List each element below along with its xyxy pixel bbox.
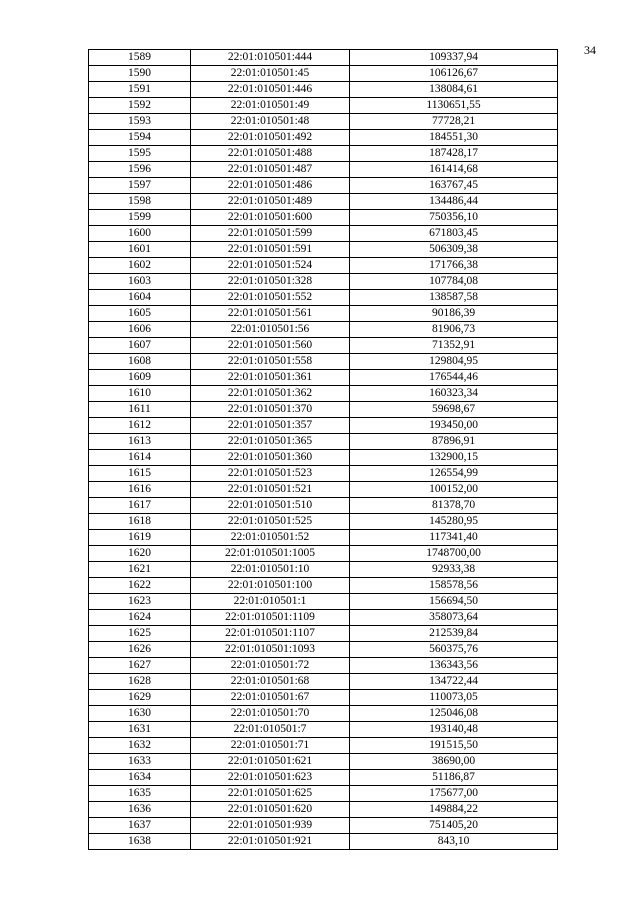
row-number-cell: 1605 bbox=[89, 306, 191, 322]
table-row bbox=[89, 402, 558, 418]
cadastral-number-cell: 22:01:010501:488 bbox=[191, 146, 350, 162]
value-cell: 126554,99 bbox=[350, 466, 558, 482]
cadastral-number-cell: 22:01:010501:561 bbox=[191, 306, 350, 322]
table-row bbox=[89, 514, 558, 530]
value-cell: 51186,87 bbox=[350, 770, 558, 786]
value-cell: 158578,56 bbox=[350, 578, 558, 594]
table-row bbox=[89, 162, 558, 178]
value-cell: 175677,00 bbox=[350, 786, 558, 802]
row-number-cell: 1611 bbox=[89, 402, 191, 418]
value-cell: 751405,20 bbox=[350, 818, 558, 834]
row-number-cell: 1620 bbox=[89, 546, 191, 562]
value-cell: 358073,64 bbox=[350, 610, 558, 626]
cadastral-number-cell: 22:01:010501:361 bbox=[191, 370, 350, 386]
value-cell: 90186,39 bbox=[350, 306, 558, 322]
value-cell: 81906,73 bbox=[350, 322, 558, 338]
table-row bbox=[89, 562, 558, 578]
value-cell: 161414,68 bbox=[350, 162, 558, 178]
cadastral-number-cell: 22:01:010501:599 bbox=[191, 226, 350, 242]
cadastral-number-cell: 22:01:010501:357 bbox=[191, 418, 350, 434]
cadastral-number-cell: 22:01:010501:10 bbox=[191, 562, 350, 578]
table-row bbox=[89, 322, 558, 338]
cadastral-number-cell: 22:01:010501:1005 bbox=[191, 546, 350, 562]
row-number-cell: 1637 bbox=[89, 818, 191, 834]
row-number-cell: 1623 bbox=[89, 594, 191, 610]
cadastral-number-cell: 22:01:010501:360 bbox=[191, 450, 350, 466]
row-number-cell: 1607 bbox=[89, 338, 191, 354]
cadastral-number-cell: 22:01:010501:48 bbox=[191, 114, 350, 130]
table-row bbox=[89, 674, 558, 690]
row-number-cell: 1614 bbox=[89, 450, 191, 466]
row-number-cell: 1601 bbox=[89, 242, 191, 258]
row-number-cell: 1631 bbox=[89, 722, 191, 738]
row-number-cell: 1599 bbox=[89, 210, 191, 226]
value-cell: 193140,48 bbox=[350, 722, 558, 738]
table-row bbox=[89, 418, 558, 434]
cadastral-number-cell: 22:01:010501:7 bbox=[191, 722, 350, 738]
table-row bbox=[89, 594, 558, 610]
table-row bbox=[89, 450, 558, 466]
row-number-cell: 1632 bbox=[89, 738, 191, 754]
table-row bbox=[89, 194, 558, 210]
value-cell: 77728,21 bbox=[350, 114, 558, 130]
row-number-cell: 1613 bbox=[89, 434, 191, 450]
table-row bbox=[89, 690, 558, 706]
table-row bbox=[89, 258, 558, 274]
cadastral-number-cell: 22:01:010501:558 bbox=[191, 354, 350, 370]
cadastral-number-cell: 22:01:010501:71 bbox=[191, 738, 350, 754]
row-number-cell: 1612 bbox=[89, 418, 191, 434]
cadastral-number-cell: 22:01:010501:524 bbox=[191, 258, 350, 274]
cadastral-number-cell: 22:01:010501:625 bbox=[191, 786, 350, 802]
value-cell: 129804,95 bbox=[350, 354, 558, 370]
table-row bbox=[89, 498, 558, 514]
table-row bbox=[89, 82, 558, 98]
row-number-cell: 1619 bbox=[89, 530, 191, 546]
value-cell: 125046,08 bbox=[350, 706, 558, 722]
cadastral-number-cell: 22:01:010501:444 bbox=[191, 50, 350, 66]
cadastral-number-cell: 22:01:010501:489 bbox=[191, 194, 350, 210]
value-cell: 138587,58 bbox=[350, 290, 558, 306]
cadastral-number-cell: 22:01:010501:52 bbox=[191, 530, 350, 546]
cadastral-number-cell: 22:01:010501:49 bbox=[191, 98, 350, 114]
row-number-cell: 1633 bbox=[89, 754, 191, 770]
table-row bbox=[89, 354, 558, 370]
table-row bbox=[89, 738, 558, 754]
cadastral-number-cell: 22:01:010501:921 bbox=[191, 834, 350, 850]
table-row bbox=[89, 386, 558, 402]
cadastral-number-cell: 22:01:010501:56 bbox=[191, 322, 350, 338]
cadastral-number-cell: 22:01:010501:362 bbox=[191, 386, 350, 402]
page-number: 34 bbox=[584, 43, 596, 57]
row-number-cell: 1602 bbox=[89, 258, 191, 274]
table-row bbox=[89, 50, 558, 66]
table-row bbox=[89, 210, 558, 226]
table-row bbox=[89, 226, 558, 242]
row-number-cell: 1627 bbox=[89, 658, 191, 674]
cadastral-number-cell: 22:01:010501:510 bbox=[191, 498, 350, 514]
row-number-cell: 1636 bbox=[89, 802, 191, 818]
value-cell: 176544,46 bbox=[350, 370, 558, 386]
table-row bbox=[89, 658, 558, 674]
table-row bbox=[89, 66, 558, 82]
row-number-cell: 1594 bbox=[89, 130, 191, 146]
table-row bbox=[89, 722, 558, 738]
value-cell: 191515,50 bbox=[350, 738, 558, 754]
cadastral-number-cell: 22:01:010501:45 bbox=[191, 66, 350, 82]
value-cell: 184551,30 bbox=[350, 130, 558, 146]
table-row bbox=[89, 754, 558, 770]
cadastral-number-cell: 22:01:010501:1107 bbox=[191, 626, 350, 642]
cadastral-number-cell: 22:01:010501:487 bbox=[191, 162, 350, 178]
cadastral-number-cell: 22:01:010501:365 bbox=[191, 434, 350, 450]
table-row bbox=[89, 98, 558, 114]
value-cell: 160323,34 bbox=[350, 386, 558, 402]
table-row bbox=[89, 546, 558, 562]
row-number-cell: 1616 bbox=[89, 482, 191, 498]
value-cell: 145280,95 bbox=[350, 514, 558, 530]
row-number-cell: 1625 bbox=[89, 626, 191, 642]
row-number-cell: 1618 bbox=[89, 514, 191, 530]
table-row bbox=[89, 642, 558, 658]
table-row bbox=[89, 706, 558, 722]
cadastral-number-cell: 22:01:010501:552 bbox=[191, 290, 350, 306]
value-cell: 671803,45 bbox=[350, 226, 558, 242]
registry-table bbox=[88, 49, 558, 850]
value-cell: 134486,44 bbox=[350, 194, 558, 210]
row-number-cell: 1622 bbox=[89, 578, 191, 594]
value-cell: 92933,38 bbox=[350, 562, 558, 578]
row-number-cell: 1610 bbox=[89, 386, 191, 402]
row-number-cell: 1589 bbox=[89, 50, 191, 66]
table-body bbox=[89, 50, 558, 850]
row-number-cell: 1626 bbox=[89, 642, 191, 658]
value-cell: 843,10 bbox=[350, 834, 558, 850]
row-number-cell: 1591 bbox=[89, 82, 191, 98]
value-cell: 81378,70 bbox=[350, 498, 558, 514]
cadastral-number-cell: 22:01:010501:492 bbox=[191, 130, 350, 146]
value-cell: 171766,38 bbox=[350, 258, 558, 274]
value-cell: 87896,91 bbox=[350, 434, 558, 450]
value-cell: 560375,76 bbox=[350, 642, 558, 658]
table-row bbox=[89, 610, 558, 626]
row-number-cell: 1593 bbox=[89, 114, 191, 130]
value-cell: 106126,67 bbox=[350, 66, 558, 82]
cadastral-number-cell: 22:01:010501:521 bbox=[191, 482, 350, 498]
row-number-cell: 1635 bbox=[89, 786, 191, 802]
row-number-cell: 1634 bbox=[89, 770, 191, 786]
cadastral-number-cell: 22:01:010501:486 bbox=[191, 178, 350, 194]
table-row bbox=[89, 530, 558, 546]
row-number-cell: 1606 bbox=[89, 322, 191, 338]
value-cell: 149884,22 bbox=[350, 802, 558, 818]
table-row bbox=[89, 274, 558, 290]
value-cell: 138084,61 bbox=[350, 82, 558, 98]
value-cell: 110073,05 bbox=[350, 690, 558, 706]
table-row bbox=[89, 306, 558, 322]
value-cell: 109337,94 bbox=[350, 50, 558, 66]
value-cell: 132900,15 bbox=[350, 450, 558, 466]
row-number-cell: 1638 bbox=[89, 834, 191, 850]
row-number-cell: 1629 bbox=[89, 690, 191, 706]
row-number-cell: 1598 bbox=[89, 194, 191, 210]
row-number-cell: 1630 bbox=[89, 706, 191, 722]
cadastral-number-cell: 22:01:010501:939 bbox=[191, 818, 350, 834]
value-cell: 117341,40 bbox=[350, 530, 558, 546]
cadastral-number-cell: 22:01:010501:1109 bbox=[191, 610, 350, 626]
row-number-cell: 1590 bbox=[89, 66, 191, 82]
cadastral-number-cell: 22:01:010501:328 bbox=[191, 274, 350, 290]
table-row bbox=[89, 434, 558, 450]
table-row bbox=[89, 466, 558, 482]
value-cell: 1748700,00 bbox=[350, 546, 558, 562]
table-row bbox=[89, 290, 558, 306]
value-cell: 193450,00 bbox=[350, 418, 558, 434]
table-row bbox=[89, 130, 558, 146]
cadastral-number-cell: 22:01:010501:1 bbox=[191, 594, 350, 610]
value-cell: 107784,08 bbox=[350, 274, 558, 290]
value-cell: 163767,45 bbox=[350, 178, 558, 194]
cadastral-number-cell: 22:01:010501:100 bbox=[191, 578, 350, 594]
cadastral-number-cell: 22:01:010501:600 bbox=[191, 210, 350, 226]
value-cell: 38690,00 bbox=[350, 754, 558, 770]
row-number-cell: 1609 bbox=[89, 370, 191, 386]
row-number-cell: 1608 bbox=[89, 354, 191, 370]
cadastral-number-cell: 22:01:010501:370 bbox=[191, 402, 350, 418]
row-number-cell: 1603 bbox=[89, 274, 191, 290]
table-row bbox=[89, 834, 558, 850]
cadastral-number-cell: 22:01:010501:560 bbox=[191, 338, 350, 354]
table-row bbox=[89, 338, 558, 354]
cadastral-number-cell: 22:01:010501:68 bbox=[191, 674, 350, 690]
table-row bbox=[89, 482, 558, 498]
table-row bbox=[89, 370, 558, 386]
value-cell: 156694,50 bbox=[350, 594, 558, 610]
cadastral-number-cell: 22:01:010501:591 bbox=[191, 242, 350, 258]
cadastral-number-cell: 22:01:010501:70 bbox=[191, 706, 350, 722]
row-number-cell: 1628 bbox=[89, 674, 191, 690]
cadastral-number-cell: 22:01:010501:621 bbox=[191, 754, 350, 770]
cadastral-number-cell: 22:01:010501:620 bbox=[191, 802, 350, 818]
value-cell: 506309,38 bbox=[350, 242, 558, 258]
cadastral-number-cell: 22:01:010501:72 bbox=[191, 658, 350, 674]
value-cell: 134722,44 bbox=[350, 674, 558, 690]
table-row bbox=[89, 578, 558, 594]
value-cell: 750356,10 bbox=[350, 210, 558, 226]
row-number-cell: 1615 bbox=[89, 466, 191, 482]
row-number-cell: 1621 bbox=[89, 562, 191, 578]
table-row bbox=[89, 626, 558, 642]
row-number-cell: 1617 bbox=[89, 498, 191, 514]
cadastral-number-cell: 22:01:010501:67 bbox=[191, 690, 350, 706]
row-number-cell: 1624 bbox=[89, 610, 191, 626]
row-number-cell: 1596 bbox=[89, 162, 191, 178]
table-row bbox=[89, 242, 558, 258]
row-number-cell: 1597 bbox=[89, 178, 191, 194]
table-row bbox=[89, 818, 558, 834]
cadastral-number-cell: 22:01:010501:623 bbox=[191, 770, 350, 786]
cadastral-number-cell: 22:01:010501:446 bbox=[191, 82, 350, 98]
table-row bbox=[89, 178, 558, 194]
row-number-cell: 1600 bbox=[89, 226, 191, 242]
cadastral-number-cell: 22:01:010501:525 bbox=[191, 514, 350, 530]
cadastral-number-cell: 22:01:010501:523 bbox=[191, 466, 350, 482]
value-cell: 59698,67 bbox=[350, 402, 558, 418]
table-row bbox=[89, 770, 558, 786]
table-row bbox=[89, 114, 558, 130]
table-row bbox=[89, 786, 558, 802]
value-cell: 100152,00 bbox=[350, 482, 558, 498]
row-number-cell: 1595 bbox=[89, 146, 191, 162]
value-cell: 187428,17 bbox=[350, 146, 558, 162]
value-cell: 1130651,55 bbox=[350, 98, 558, 114]
table-row bbox=[89, 802, 558, 818]
value-cell: 136343,56 bbox=[350, 658, 558, 674]
row-number-cell: 1604 bbox=[89, 290, 191, 306]
cadastral-number-cell: 22:01:010501:1093 bbox=[191, 642, 350, 658]
value-cell: 212539,84 bbox=[350, 626, 558, 642]
value-cell: 71352,91 bbox=[350, 338, 558, 354]
row-number-cell: 1592 bbox=[89, 98, 191, 114]
table-row bbox=[89, 146, 558, 162]
